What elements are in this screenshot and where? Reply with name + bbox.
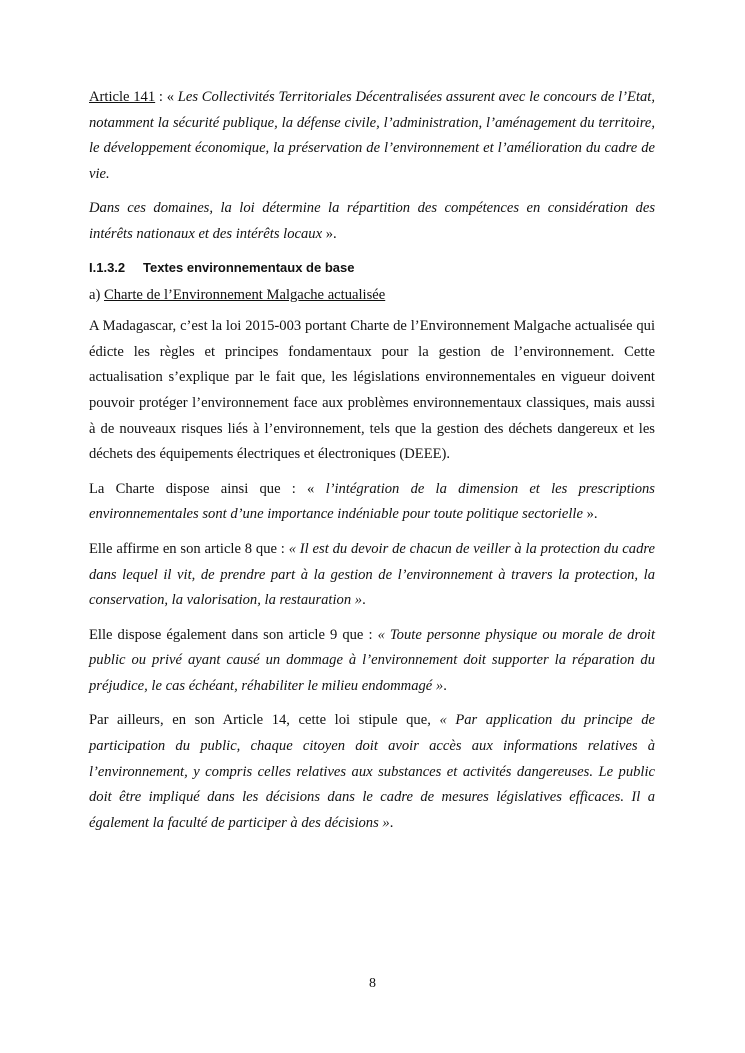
page-number: 8 bbox=[369, 976, 376, 991]
section-number: I.1.3.2 bbox=[89, 259, 126, 275]
article-141-quote: Les Collectivités Territoriales Décentralisées assurent avec le concours de l’Etat, notamment la sécurité publique, la défense civile, l’administration, l’aménagement du territoire, le développement économique, la préservation de l’environnement et l’amélioration du cadre de vie. bbox=[89, 89, 655, 182]
p2-quote: l’intégration de la dimension et les prescriptions environnementales sont d’une importance indéniable pour toute politique sectorielle bbox=[89, 480, 655, 523]
p5-quote: « Par application du principe de participation du public, chaque citoyen doit avoir accès aux informations relatives à l’environnement, y compris celles relatives aux substances et activités dangereuses. Le public doit être impliqué dans les décisions dans le cadre de mesures législatives efficaces. Il a également la faculté de participer à des décisions » bbox=[89, 712, 655, 831]
paragraph-article-8 bbox=[89, 537, 655, 614]
p2-end: ». bbox=[582, 506, 598, 523]
paragraph-article-14 bbox=[89, 708, 655, 836]
p5-end: . bbox=[389, 814, 394, 831]
page-body bbox=[89, 85, 655, 845]
article-141-continuation bbox=[89, 196, 655, 247]
subsection-heading bbox=[89, 283, 655, 309]
p2-intro: La Charte dispose ainsi que : « bbox=[89, 480, 326, 497]
p4-end: . bbox=[443, 677, 447, 694]
section-heading bbox=[89, 257, 655, 279]
subsection-title: Charte de l’Environnement Malgache actualisée bbox=[104, 286, 386, 303]
paragraph-article-9 bbox=[89, 623, 655, 700]
article-141-label: Article 141 bbox=[89, 89, 156, 105]
p4-quote: « Toute personne physique ou morale de droit public ou privé ayant causé un dommage à l’environnement doit supporter la réparation du préjudice, le cas échéant, réhabiliter le milieu endommagé » bbox=[89, 626, 656, 694]
subsection-marker: a) bbox=[89, 286, 104, 303]
article-141-quote-2: Dans ces domaines, la loi détermine la répartition des compétences en considération des intérêts nationaux et des intérêts locaux bbox=[89, 200, 655, 242]
paragraph-charte-intro: A Madagascar, c’est la loi 2015-003 portant Charte de l’Environnement Malgache actualisée qui édicte les règles et principes fondamentaux pour la gestion de l’environnement. Cette actualisation s’explique par le fait que, les législations environnementales en vigueur doivent pouvoir protéger l’environnement face aux problèmes environnementaux classiques, mais aussi à de nouveaux risques liés à l’environnement, tels que la gestion des déchets dangereux et les déchets des équipements électriques et électroniques (DEEE). bbox=[89, 318, 655, 463]
paragraph-charte-dispose bbox=[89, 477, 655, 528]
p5-intro: Par ailleurs, en son Article 14, cette loi stipule que, bbox=[89, 712, 440, 729]
article-141-quote-end: ». bbox=[322, 225, 337, 242]
p3-quote: « Il est du devoir de chacun de veiller à la protection du cadre dans lequel il vit, de prendre part à la gestion de l’environnement à travers la protection, la conservation, la valorisation, la restauration » bbox=[89, 540, 655, 609]
p3-intro: Elle affirme en son article 8 que : bbox=[89, 540, 289, 557]
p4-intro: Elle dispose également dans son article 9 que : bbox=[89, 626, 378, 643]
article-141-separator: : « bbox=[155, 89, 178, 105]
article-141-paragraph bbox=[89, 85, 655, 187]
p3-end: . bbox=[362, 592, 366, 609]
section-title: Textes environnementaux de base bbox=[143, 259, 355, 275]
